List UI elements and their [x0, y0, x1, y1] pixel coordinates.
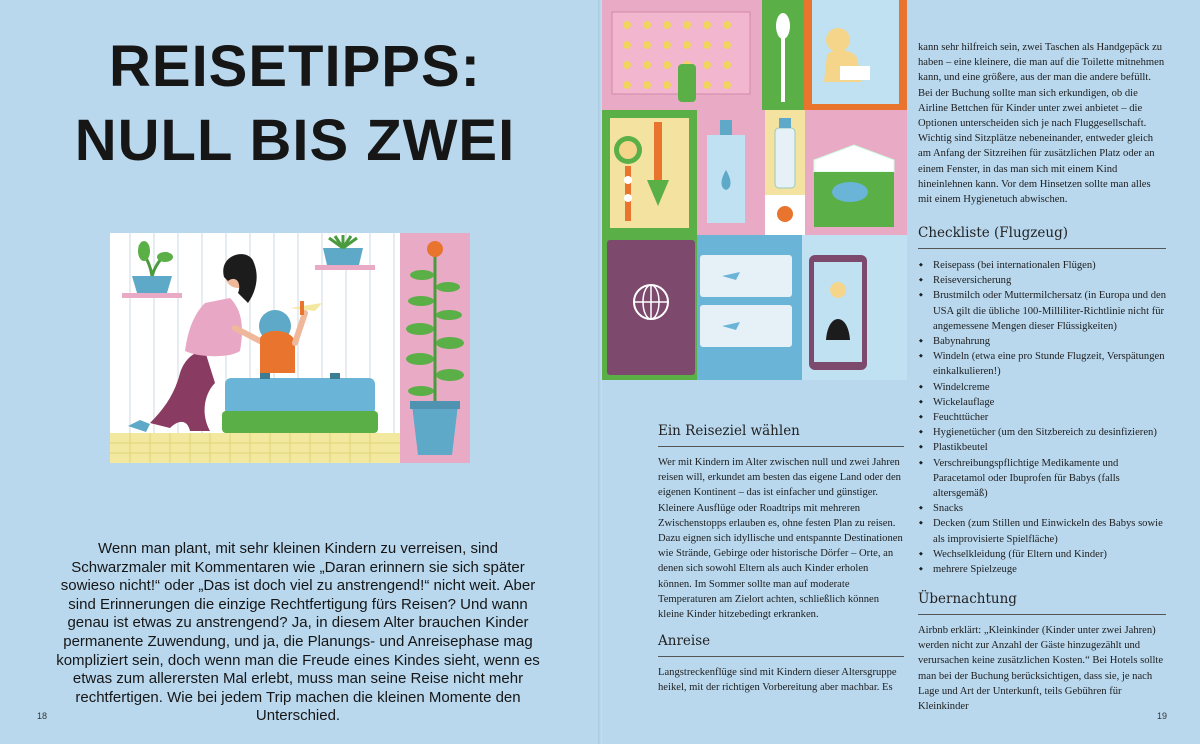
page-number-right: 19	[1157, 711, 1168, 721]
checklist-item: ◆ Wechselkleidung (für Eltern und Kinder)	[918, 547, 1166, 562]
uebernachtung-text: Airbnb erklärt: „Kleinkinder (Kinder unter zwei Jahren) werden nicht zur Anzahl der Gäste hinzugezählt und verursachen keine zusätzlichen Kosten.“ Bei Hotels sollte man bei der Buchung berücksichtigen, dass sie, je nach Lage und Art der Unterkunft, teils Gebühren für Kleinkinder	[918, 625, 1164, 713]
section-uebernachtung	[918, 590, 1166, 714]
heading-anreise: Anreise	[658, 632, 904, 657]
checklist-item: ◆ Decken (zum Stillen und Einwickeln des Babys sowie als improvisierte Spielfläche)	[918, 516, 1166, 546]
reiseziel-text: Wer mit Kindern im Alter zwischen null und zwei Jahren reisen will, erkundet am besten das eigene Land oder den eigenen Kontinent – das ist einfacher und günstiger. Kleinere Ausflüge oder Roadtrips mit mehreren Zwischenstopps erlauben es, ohne festen Plan zu reisen. Dazu eignen sich idyllische und entspannte Destinationen wie Strände, Gebirge oder historische Dörfer – Orte, an denen sich sowohl Eltern als auch Kinder erholen können. Im Sommer sollte man auf moderate Temperaturen am Zielort achten, schließlich können kleine Kinder hitzebedingt erkranken.	[658, 457, 903, 621]
anreise-text: Langstreckenflüge sind mit Kindern dieser Altersgruppe heikel, mit der richtigen Vorbereitung aber machbar. Es	[658, 667, 897, 694]
title-line-2: NULL BIS ZWEI	[74, 108, 516, 173]
left-page	[0, 0, 598, 744]
section-anreise	[658, 632, 904, 695]
checklist-item: ◆ Hygienetücher (um den Sitzbereich zu desinfizieren)	[918, 425, 1166, 440]
right-page	[602, 0, 1200, 744]
continued-text: kann sehr hilfreich sein, zwei Taschen als Handgepäck zu haben – eine kleinere, die man auf die Toilette mitnehmen kann, und eine größere, aus der man die andere befüllt. Bei der Buchung sollte man sich erkundigen, ob die Airline Bettchen für Kinder unter zwei anbietet – die Optionen unterscheiden sich je nach Fluggesellschaft. Wichtig sind Sitzplätze nebeneinander, entweder gleich am Anfang der Sitzreihen für zusätzlichen Platz oder an einem Fenster, in das man sich mit einem Kind hineinlehnen kann. Vor dem Hinsetzen sollte man alles mit einem Hygienetuch abwischen.	[918, 42, 1165, 206]
checklist-item: ◆ Brustmilch oder Muttermilchersatz (in Europa und den USA gilt die übliche 100-Milliliter-Richtlinie nicht für angemessene Mengen dieser Flüssigkeiten)	[918, 288, 1166, 334]
checklist-item: ◆ mehrere Spielzeuge	[918, 562, 1166, 577]
section-reiseziel	[658, 422, 904, 622]
mother-child-suitcase-illustration	[110, 233, 470, 463]
checklist-item: ◆ Plastikbeutel	[918, 440, 1166, 455]
travel-items-grid-illustration	[602, 0, 907, 380]
checklist-item: ◆ Reisepass (bei internationalen Flügen)	[918, 258, 1166, 273]
section-checklist	[918, 224, 1166, 577]
heading-reiseziel: Ein Reiseziel wählen	[658, 422, 904, 447]
checklist-item: ◆ Windeln (etwa eine pro Stunde Flugzeit, Verspätungen einkalkulieren!)	[918, 349, 1166, 379]
checklist-item: ◆ Windelcreme	[918, 380, 1166, 395]
heading-checklist: Checkliste (Flugzeug)	[918, 224, 1166, 249]
checklist-item: ◆ Snacks	[918, 501, 1166, 516]
checklist	[918, 258, 1166, 577]
page-title	[60, 30, 530, 178]
checklist-item: ◆ Wickelauflage	[918, 395, 1166, 410]
checklist-item: ◆ Reiseversicherung	[918, 273, 1166, 288]
intro-paragraph: Wenn man plant, mit sehr kleinen Kindern zu verreisen, sind Schwarzmaler mit Kommentaren wie „Daran erinnern sie sich später sowieso nicht!“ oder „Das ist doch viel zu anstrengend!“ nicht weit. Aber sind Erinnerungen die einzige Rechtfertigung fürs Reisen? Und wann genau ist etwas zu anstrengend? Ja, in diesem Alter brauchen Kinder permanente Zuwendung, und ja, die Planungs- und Anreisephase mag kompliziert sein, doch wenn man die Freude eines Kindes sieht, wenn es etwas zum allerersten Mal erlebt, muss man seine Reise nicht mehr rechtfertigen. Wie bei jedem Trip machen die kleinen Momente den Unterschied.	[56, 540, 540, 725]
title-line-1: REISETIPPS:	[109, 34, 481, 99]
heading-uebernachtung: Übernachtung	[918, 590, 1166, 615]
checklist-item: ◆ Feuchttücher	[918, 410, 1166, 425]
checklist-item: ◆ Babynahrung	[918, 334, 1166, 349]
page-number-left: 18	[37, 711, 48, 721]
checklist-item: ◆ Verschreibungspflichtige Medikamente und Paracetamol oder Ibuprofen für Babys (falls altersgemäß)	[918, 456, 1166, 502]
